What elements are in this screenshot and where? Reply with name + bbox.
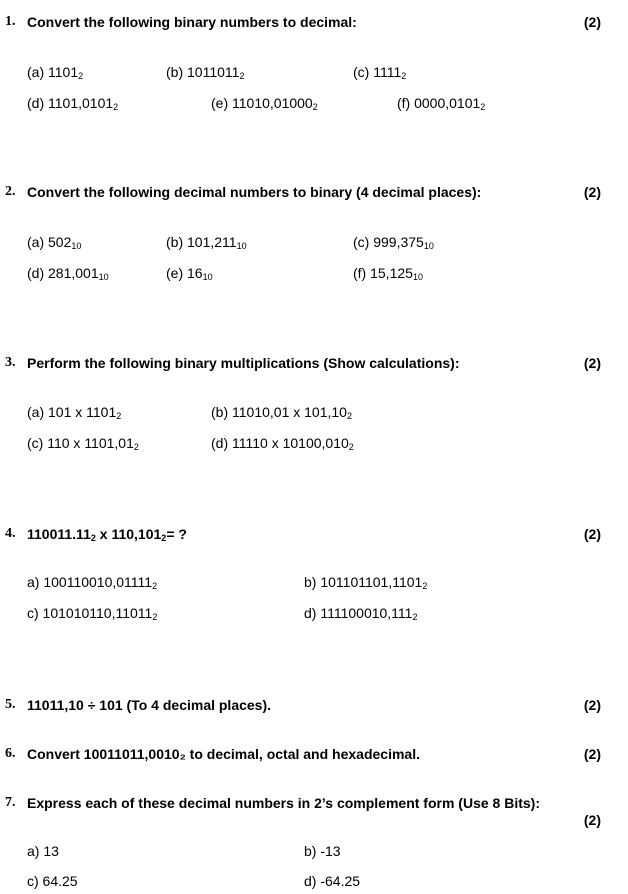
- question-number: 2.: [5, 184, 16, 199]
- question-text: $110011.11_2$ x $110,101_2=$ ?: [27, 526, 187, 543]
- question-7-row-1: [0, 843, 628, 861]
- question-text: Convert the following binary numbers to decimal:: [27, 14, 357, 30]
- q4-option-d: d) $111100010,111_2$: [304, 605, 418, 622]
- q3-item-a: (a) 101 x $1101_2$: [27, 404, 122, 421]
- q2-item-e: (e) $16_{10}$: [166, 265, 213, 282]
- question-2-row-2: [0, 265, 628, 283]
- q2-item-c: (c) $999,375_{10}$: [353, 234, 434, 251]
- q2-item-a: (a) $502_{10}$: [27, 234, 82, 251]
- q1-item-f: (f) $0000,0101_2$: [397, 95, 486, 112]
- q7-option-d: d) -64.25: [304, 873, 361, 889]
- question-marks: (2): [583, 184, 601, 200]
- question-4-heading: [0, 526, 628, 546]
- question-number: 5.: [5, 697, 16, 712]
- q3-item-b: (b) 11010,01 x $101,10_2$: [211, 404, 352, 421]
- question-1-row-1: [0, 64, 628, 82]
- question-number: 4.: [5, 526, 16, 541]
- q4-option-a: a) $100110010,01111_2$: [27, 574, 158, 591]
- question-marks: (2): [583, 355, 601, 371]
- question-1-row-2: [0, 95, 628, 113]
- question-1-heading: [0, 14, 628, 34]
- q7-option-c: c) 64.25: [27, 873, 78, 889]
- question-2-row-1: [0, 234, 628, 252]
- question-marks: (2): [583, 812, 601, 828]
- question-7-row-2: [0, 873, 628, 891]
- question-text: Express each of these decimal numbers in 2’s complement form (Use 8 Bits):: [27, 795, 540, 811]
- question-number: 1.: [5, 14, 16, 29]
- question-number: 6.: [5, 746, 16, 761]
- q2-item-d: (d) $281,001_{10}$: [27, 265, 109, 282]
- question-3-row-1: [0, 404, 628, 422]
- q7-option-b: b) -13: [304, 843, 341, 859]
- question-2-heading: [0, 184, 628, 204]
- q1-item-c: (c) $1111_2$: [353, 64, 407, 81]
- question-number: 7.: [5, 795, 16, 810]
- q3-item-c: (c) 110 x $1101,01_2$: [27, 435, 139, 452]
- question-marks: (2): [583, 526, 601, 542]
- question-text: Convert the following decimal numbers to binary (4 decimal places):: [27, 184, 482, 200]
- q4-option-b: b) $101101101,1101_2$: [304, 574, 428, 591]
- q7-option-a: a) 13: [27, 843, 59, 859]
- q1-item-a: (a) $1101_2$: [27, 64, 84, 81]
- question-3-heading: [0, 355, 628, 375]
- q1-item-e: (e) $11010,01000_2$: [211, 95, 318, 112]
- question-marks: (2): [583, 14, 601, 30]
- q3-item-d: (d) 11110 x $10100,010_2$: [211, 435, 354, 452]
- question-4-row-1: [0, 574, 628, 592]
- question-text: Perform the following binary multiplications (Show calculations):: [27, 355, 460, 371]
- question-marks: (2): [583, 746, 601, 762]
- question-4-row-2: [0, 605, 628, 623]
- q4-option-c: c) $101010110,11011_2$: [27, 605, 158, 622]
- question-5-heading: [0, 697, 628, 717]
- q2-item-b: (b) $101,211_{10}$: [166, 234, 247, 251]
- q1-item-d: (d) $1101,0101_2$: [27, 95, 119, 112]
- question-6-heading: [0, 746, 628, 766]
- question-text: 11011,10 ÷ 101 (To 4 decimal places).: [27, 697, 272, 713]
- question-marks: (2): [583, 697, 601, 713]
- q2-item-f: (f) $15,125_{10}$: [353, 265, 423, 282]
- question-text: Convert 10011011,0010₂ to decimal, octal and hexadecimal.: [27, 746, 420, 762]
- question-number: 3.: [5, 355, 16, 370]
- q1-item-b: (b) $1011011_2$: [166, 64, 245, 81]
- question-3-row-2: [0, 435, 628, 453]
- question-7-heading: [0, 795, 628, 833]
